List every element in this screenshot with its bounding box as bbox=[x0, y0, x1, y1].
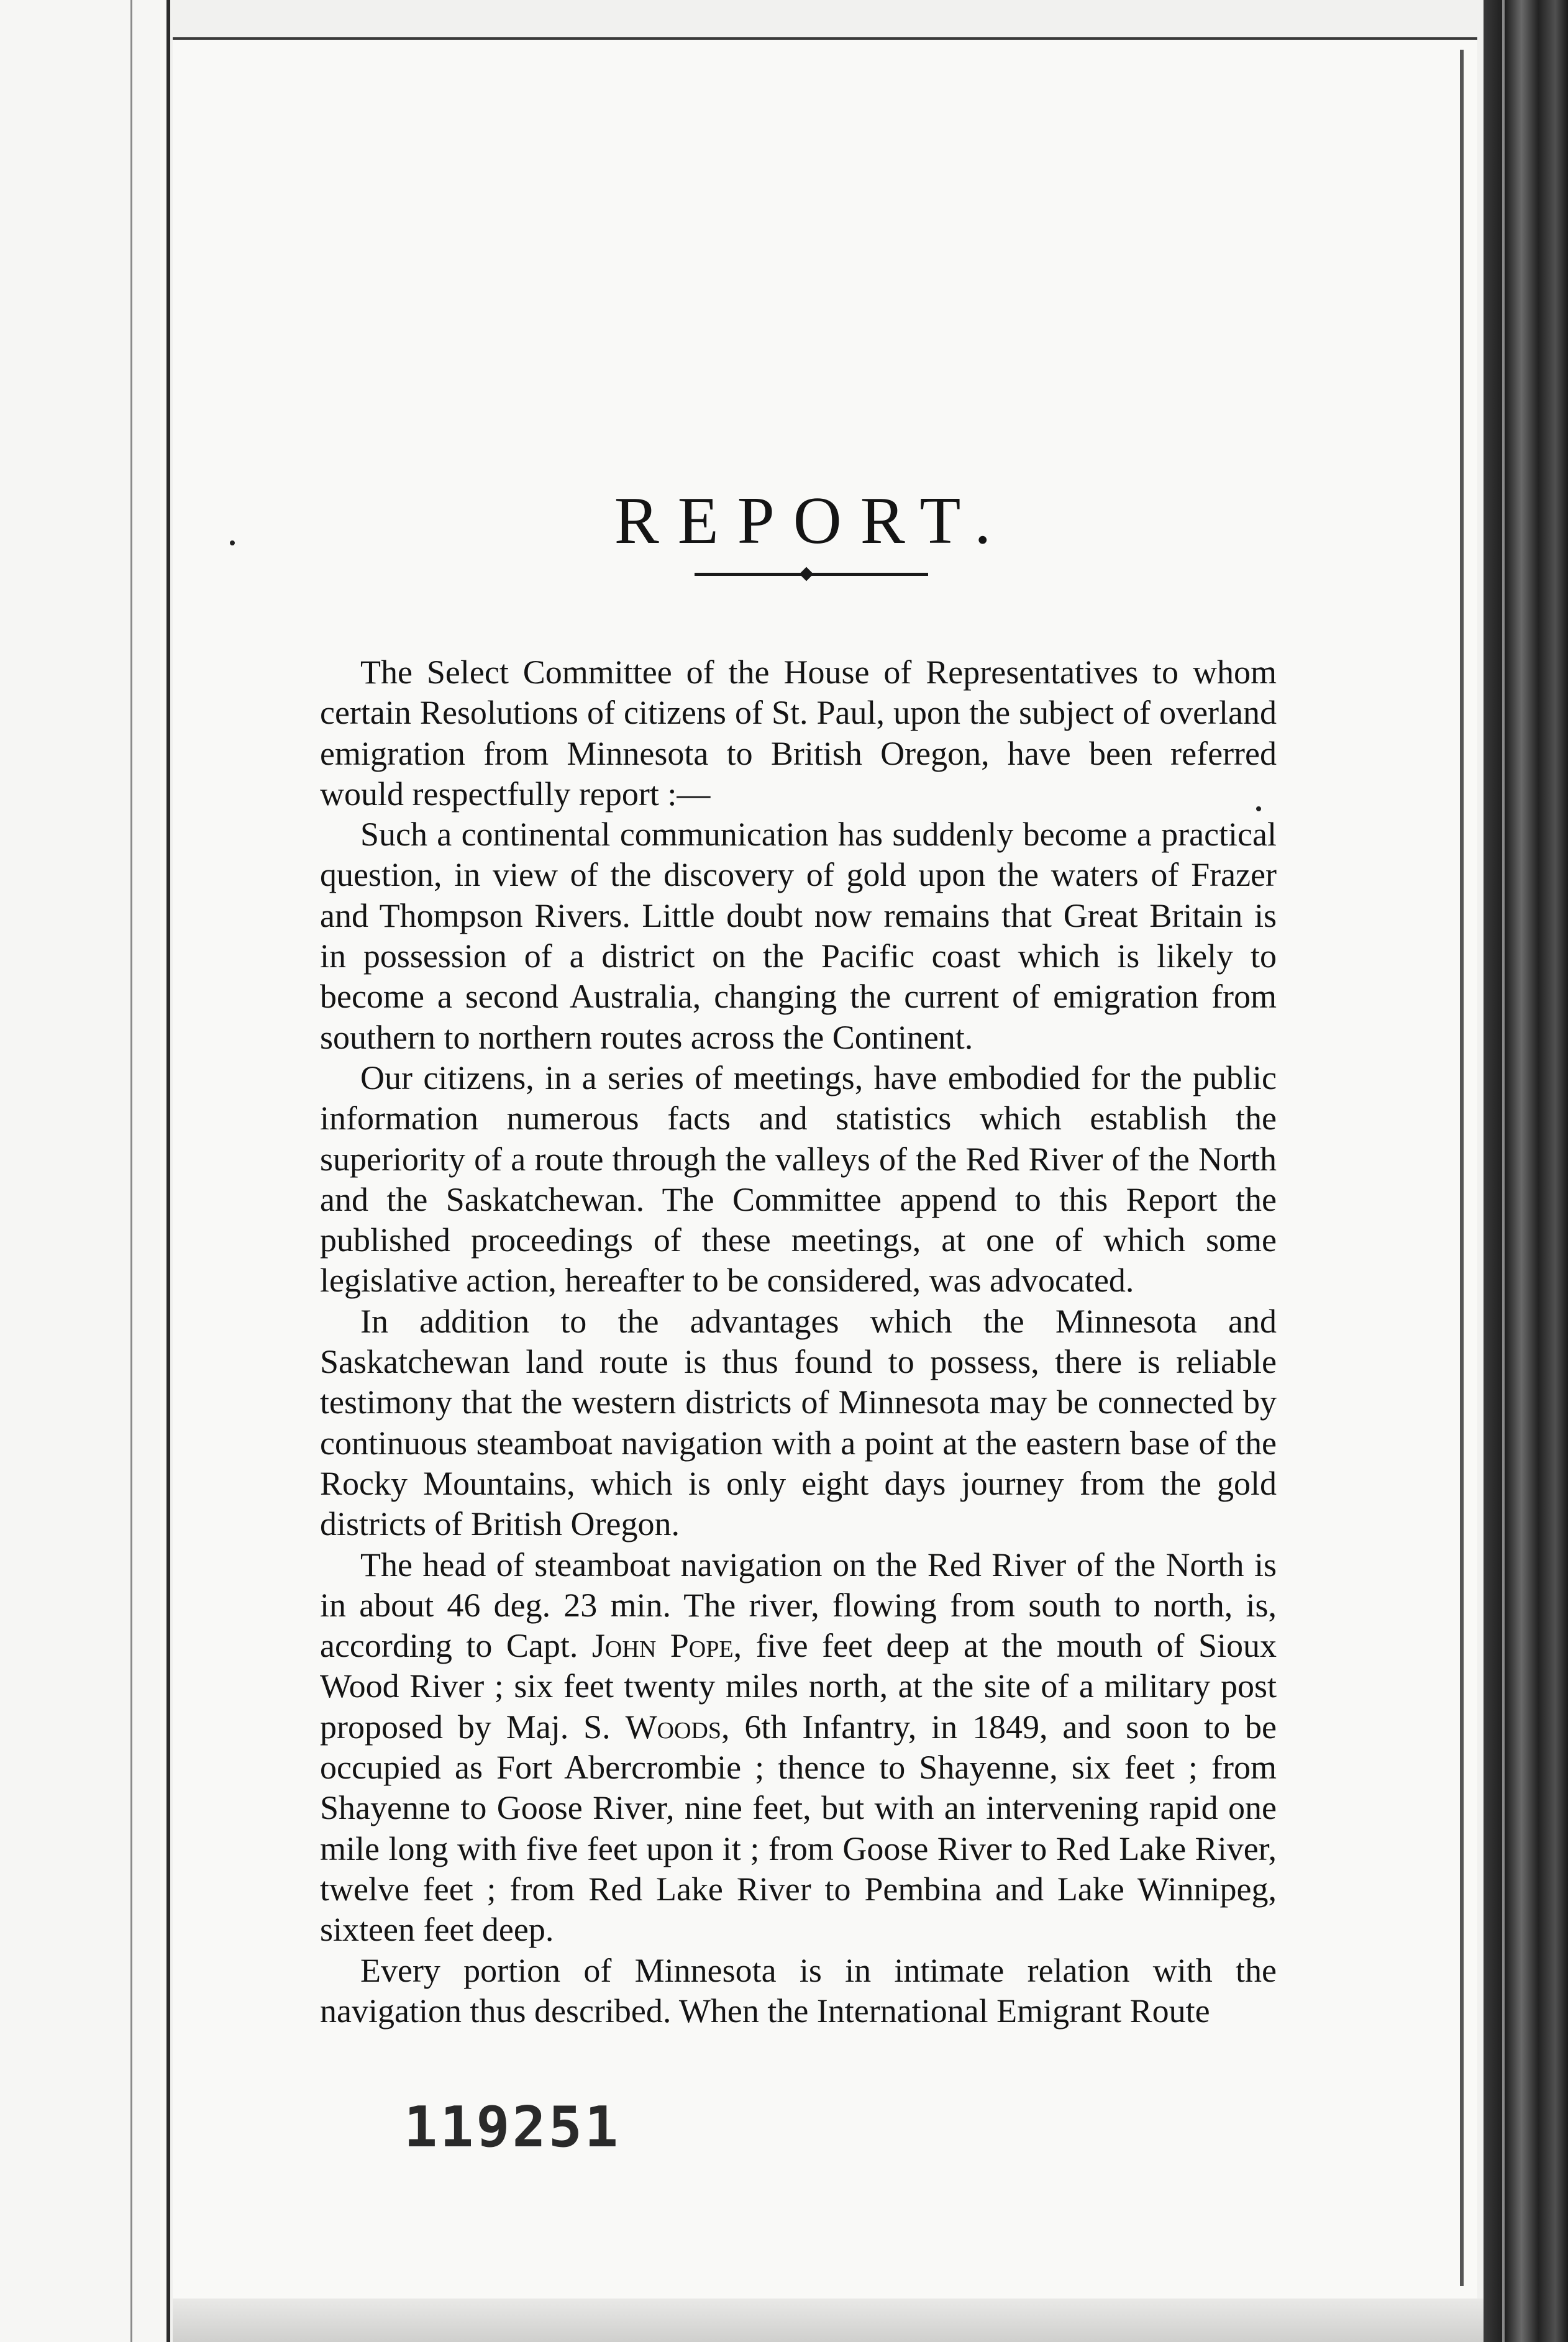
paragraph: In addition to the advantages which the Minnesota and Saskatchewan land route is thus found to possess, there is reliable testimony that the western districts of Minnesota may be connected by continuous steamboat navigation with a point at the eastern base of the Rocky Mountains, which is only eight days journey from the gold districts of British Oregon. bbox=[320, 1302, 1277, 1543]
text-run: , 6th Infantry, in 1849, and soon to be occupied as Fort Abercrombie ; thence to Shayenne, six feet ; from Shayenne to Goose River, nine feet, but with an intervening rapid one mile long with five feet upon it ; from Goose River to Red Lake River, twelve feet ; from Red Lake River to Pembina and Lake Winnipeg, sixteen feet deep. bbox=[320, 1708, 1277, 1949]
gutter-line bbox=[130, 0, 132, 2342]
person-name: Woods bbox=[625, 1708, 721, 1746]
paragraph: Every portion of Minnesota is in intimate relation with the navigation thus described. When the International Emigrant Route bbox=[320, 1951, 1277, 2030]
text-run: , five feet deep at the mouth of Sioux Wood River ; six feet twenty miles north, at the site of a military post proposed by Maj. S. bbox=[320, 1627, 1277, 1746]
body-text bbox=[320, 652, 1277, 2031]
page-edge-line bbox=[1460, 50, 1464, 2286]
paragraph: Our citizens, in a series of meetings, have embodied for the public information numerous facts and statistics which establish the superiority of a route through the valleys of the Red River of the North and the Saskatchewan. The Committee append to this Report the published proceedings of these meetings, at one of which some legislative action, hereafter to be considered, was advocated. bbox=[320, 1059, 1277, 1300]
left-gutter bbox=[0, 0, 170, 2342]
text-run: The head of steamboat navigation on the Red River of the North is in about 46 deg. 23 min. The river, flowing from south to north, is, according to Capt. bbox=[320, 1546, 1277, 1665]
paragraph bbox=[320, 1545, 1277, 1951]
accession-stamp: 119251 bbox=[404, 2095, 621, 2160]
paragraph: The Select Committee of the House of Representatives to whom certain Resolutions of citizens of St. Paul, upon the subject of overland emigration from Minnesota to British Oregon, have been referred would respectfully report :— bbox=[320, 654, 1277, 813]
bottom-shadow bbox=[173, 2299, 1484, 2342]
page-title: REPORT. bbox=[614, 484, 1010, 558]
person-name: John Pope bbox=[591, 1627, 734, 1665]
fore-edge bbox=[1484, 0, 1568, 2342]
paragraph: Such a continental communication has suddenly become a practical question, in view of the discovery of gold upon the waters of Frazer and Thompson Rivers. Little doubt now remains that Great Britain is in possession of a district on the Pacific coast which is likely to become a second Australia, changing the current of emigration from southern to northern routes across the Continent. bbox=[320, 816, 1277, 1056]
